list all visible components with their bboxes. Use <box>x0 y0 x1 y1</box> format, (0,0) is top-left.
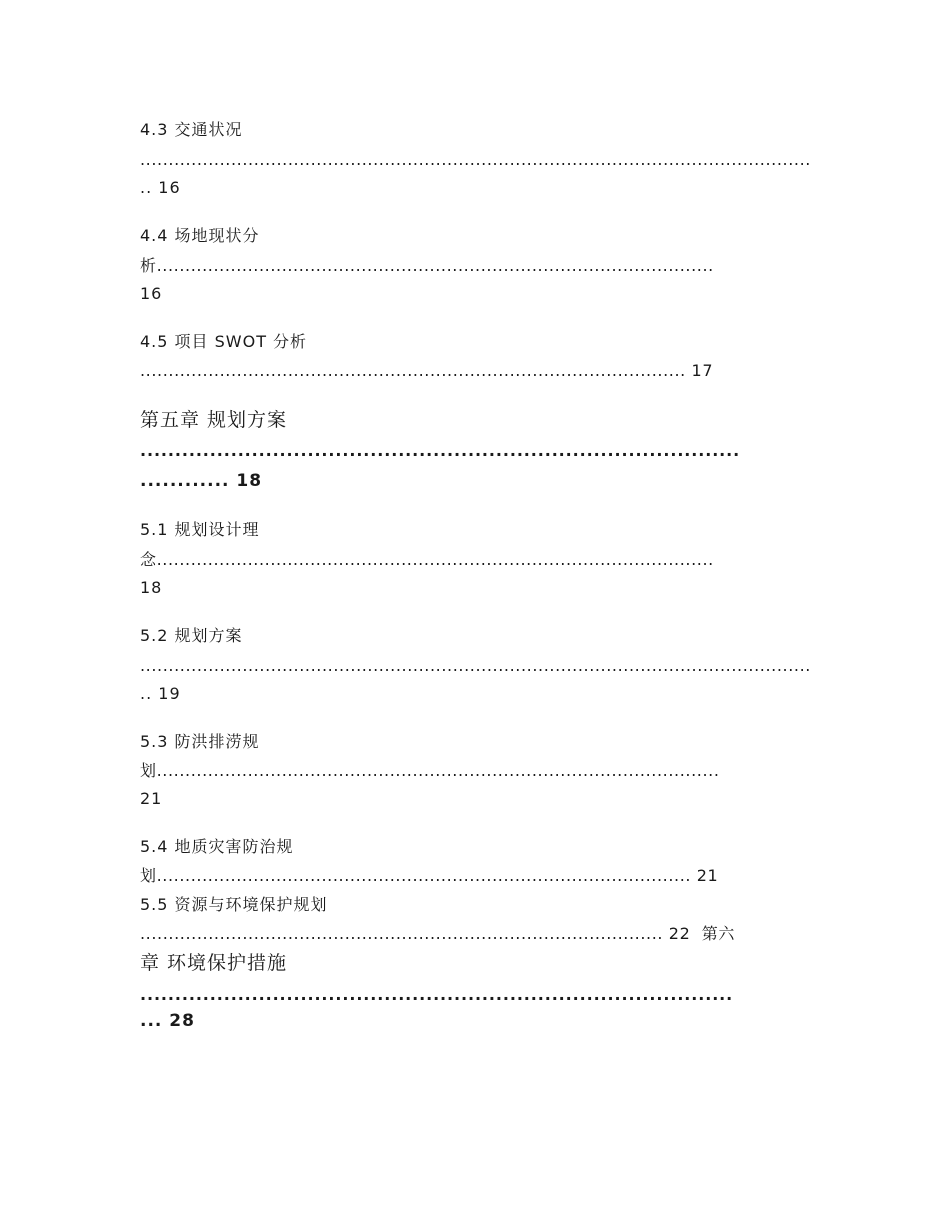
toc-entry-5-1-title: 5.1 规划设计理 <box>140 520 260 539</box>
toc-entry-4-4-page: 16 <box>140 284 163 303</box>
toc-entry-5-4-title: 5.4 地质灾害防治规 <box>140 837 294 856</box>
toc-entry-4-3-title: 4.3 交通状况 <box>140 120 243 139</box>
toc-chapter-6-leader: ..................................................................................... <box>140 985 734 1004</box>
toc-entry-5-3-page: 21 <box>140 789 163 808</box>
toc-chapter-5-title: 第五章 规划方案 <box>140 409 288 431</box>
toc-entry-5-1-leader: 念.................................................................................................. <box>140 550 714 569</box>
toc-entry-4-5-leader: ................................................................................................ 17 <box>140 361 714 380</box>
toc-entry-4-5-title: 4.5 项目 SWOT 分析 <box>140 332 308 351</box>
toc-entry-5-5-title: 5.5 资源与环境保护规划 <box>140 895 328 914</box>
toc-chapter-6-title: 章 环境保护措施 <box>140 952 288 974</box>
toc-entry-5-5-leader: ............................................................................................ 22 第六 <box>140 924 735 943</box>
toc-entry-5-1-page: 18 <box>140 578 163 597</box>
toc-entry-4-4-leader: 析.................................................................................................. <box>140 256 714 275</box>
toc-entry-5-3-leader: 划................................................................................................... <box>140 761 720 780</box>
toc-entry-4-3-leader: ...................................................................................................................... <box>140 150 811 169</box>
toc-entry-4-4-title: 4.4 场地现状分 <box>140 226 260 245</box>
toc-entry-5-2-leader: ...................................................................................................................... <box>140 656 811 675</box>
toc-entry-5-4-leader: 划.............................................................................................. 21 <box>140 866 719 885</box>
toc-chapter-5-page: ............ 18 <box>140 471 263 491</box>
toc-entry-5-2-page: .. 19 <box>140 684 181 703</box>
toc-entry-4-3-page: .. 16 <box>140 178 181 197</box>
toc-entry-5-2-title: 5.2 规划方案 <box>140 626 243 645</box>
toc-entry-5-3-title: 5.3 防洪排涝规 <box>140 732 260 751</box>
toc-chapter-6-page: ... 28 <box>140 1011 195 1031</box>
toc-chapter-5-leader: ...................................................................................... <box>140 441 741 460</box>
